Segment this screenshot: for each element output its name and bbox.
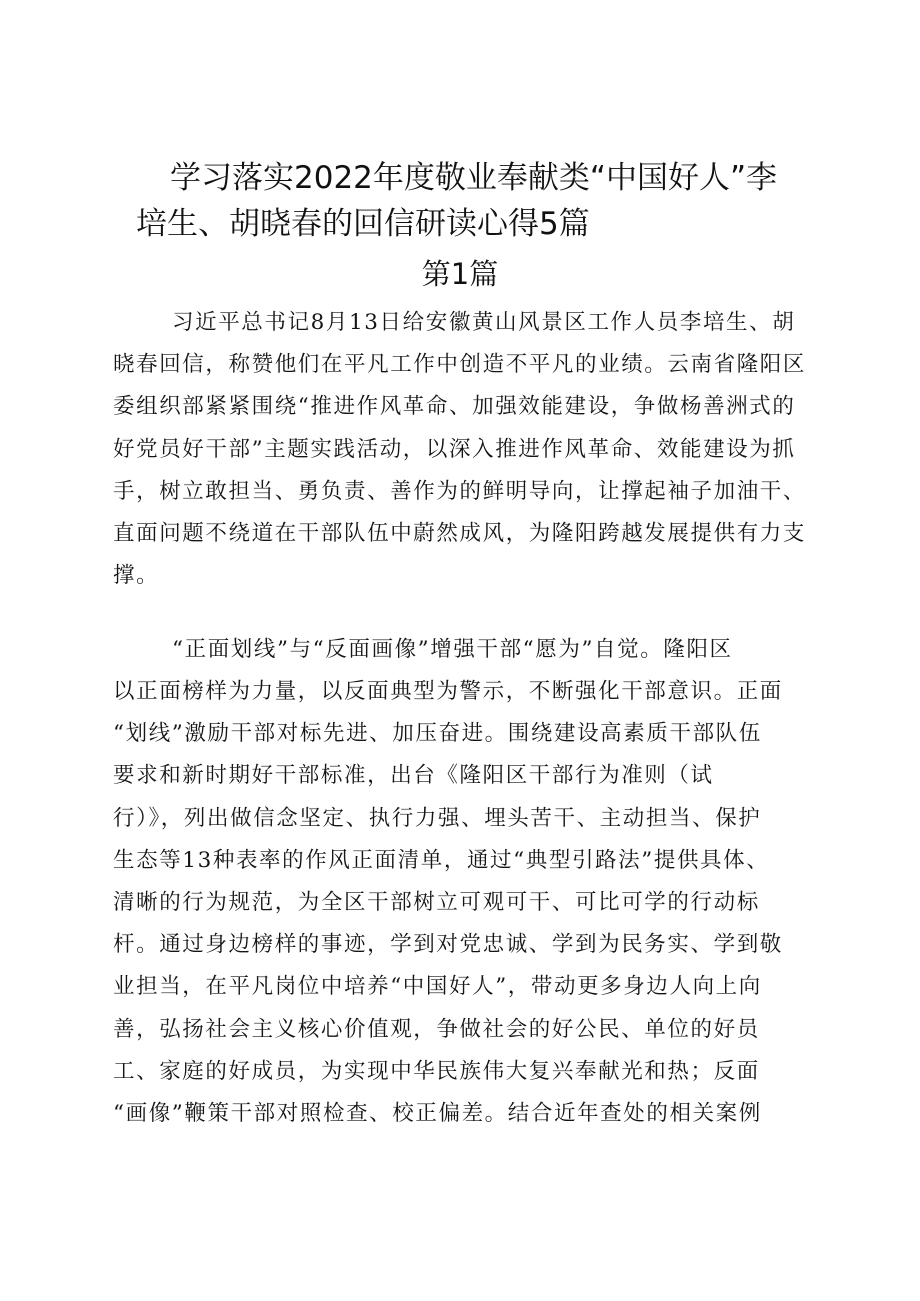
paragraph-line: 工、家庭的好成员，为实现中华民族伟大复兴奉献光和热；反面 xyxy=(113,1059,760,1084)
paragraph-line: 杆。通过身边榜样的事迹，学到对党忠诚、学到为民务实、学到敬 xyxy=(113,932,783,957)
paragraph-line: “正面划线”与“反面画像”增强干部“愿为”自觉。隆阳区 xyxy=(172,637,733,662)
paragraph-line: 以正面榜样为力量，以反面典型为警示，不断强化干部意识。正面 xyxy=(113,679,783,704)
paragraph-line: 直面问题不绕道在干部队伍中蔚然成风，为隆阳跨越发展提供有力支 xyxy=(113,521,807,546)
document-title-line-2: 培生、胡晓春的回信研读心得5篇 xyxy=(136,206,590,242)
paragraph-line: “划线”激励干部对标先进、加压奋进。围绕建设高素质干部队伍 xyxy=(113,721,762,746)
paragraph-line: 清晰的行为规范，为全区干部树立可观可干、可比可学的行动标 xyxy=(113,890,760,915)
paragraph-line: 晓春回信，称赞他们在平凡工作中创造不平凡的业绩。云南省隆阳区 xyxy=(113,352,807,377)
paragraph-line: “画像”鞭策干部对照检查、校正偏差。结合近年查处的相关案例 xyxy=(113,1101,762,1126)
paragraph-line: 习近平总书记8月13日给安徽黄山风景区工作人员李培生、胡 xyxy=(172,310,796,335)
paragraph-line: 委组织部紧紧围绕“推进作风革命、加强效能建设，争做杨善洲式的 xyxy=(113,394,796,419)
paragraph-line: 行）》，列出做信念坚定、执行力强、埋头苦干、主动担当、保护 xyxy=(113,806,762,831)
paragraph-line: 手，树立敢担当、勇负责、善作为的鲜明导向，让撑起袖子加油干、 xyxy=(113,479,807,504)
document-title-line-1: 学习落实2022年度敬业奉献类“中国好人”李 xyxy=(170,160,778,196)
paragraph-line: 要求和新时期好干部标准，出台《隆阳区干部行为准则（试 xyxy=(113,763,714,788)
paragraph-line: 业担当，在平凡岗位中培养“中国好人”，带动更多身边人向上向 xyxy=(113,974,762,999)
paragraph-line: 生态等13种表率的作风正面清单，通过“典型引路法”提供具体、 xyxy=(113,848,770,873)
paragraph-line: 善，弘扬社会主义核心价值观，争做社会的好公民、单位的好员 xyxy=(113,1017,760,1042)
section-heading: 第1篇 xyxy=(421,257,499,291)
paragraph-line: 撑。 xyxy=(113,563,160,588)
paragraph-line: 好党员好干部”主题实践活动，以深入推进作风革命、效能建设为抓 xyxy=(113,437,796,462)
